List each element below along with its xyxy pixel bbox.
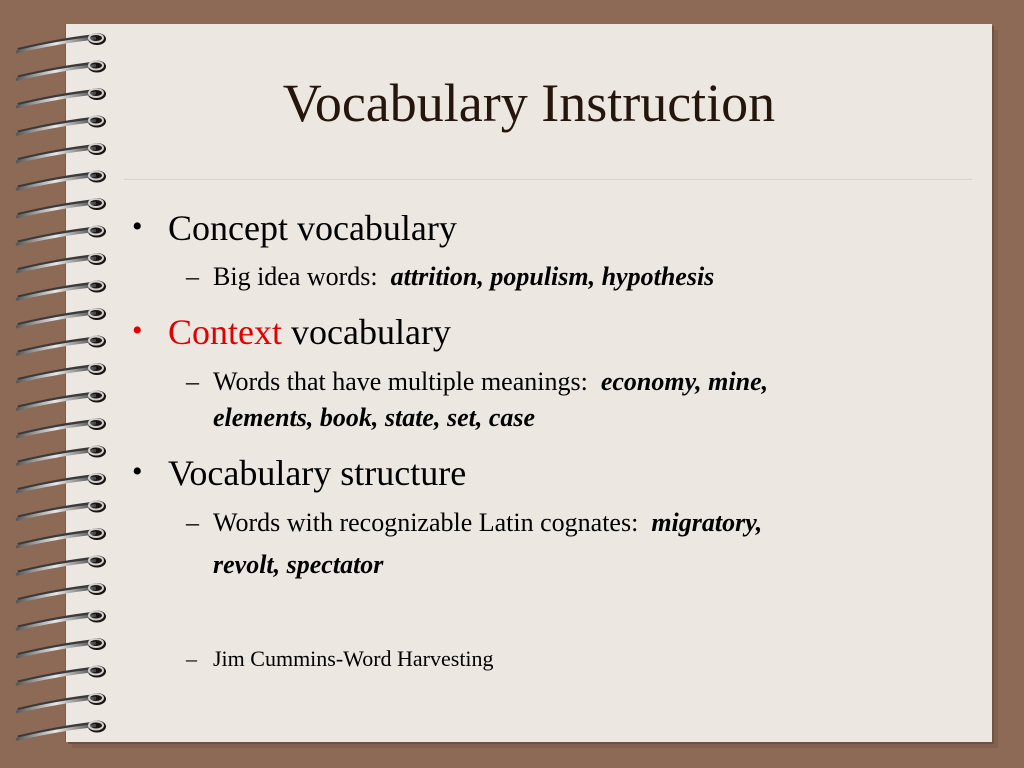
spiral-coil (16, 198, 106, 217)
spiral-coil (16, 638, 106, 657)
spiral-coil (16, 418, 106, 437)
spiral-coil (16, 501, 106, 520)
examples-latin-cognates: revolt, spectator (213, 550, 384, 579)
source-citation: Jim Cummins-Word Harvesting (213, 646, 494, 671)
sub-multiple-meanings: Words that have multiple meanings: economy, mine, elements, book, state, set, case (213, 364, 953, 436)
spiral-coil (16, 693, 106, 712)
dash-icon: – (186, 508, 199, 537)
spiral-coil (16, 528, 106, 547)
examples-multiple-meanings: elements, book, state, set, case (213, 403, 536, 432)
bullet-dot-icon: • (132, 314, 143, 347)
spiral-coil (16, 721, 106, 740)
spiral-coil (16, 336, 106, 355)
spiral-coil (16, 666, 106, 685)
examples-big-idea: attrition, populism, hypothesis (390, 262, 715, 291)
title-divider (124, 179, 972, 180)
slide-title: Vocabulary Instruction (282, 73, 776, 133)
spiral-coil (16, 611, 106, 630)
spiral-coil (16, 33, 106, 52)
spiral-coil (16, 446, 106, 465)
spiral-coil (16, 363, 106, 382)
bullet-context-vocabulary: Context vocabulary (168, 312, 451, 352)
spiral-coil (16, 253, 106, 272)
spiral-coil (16, 171, 106, 190)
spiral-coil (16, 226, 106, 245)
dash-icon: – (186, 646, 197, 671)
bullet-dot-icon: • (132, 210, 143, 243)
spiral-coil (16, 308, 106, 327)
spiral-coil (16, 143, 106, 162)
bullet-vocabulary-structure: Vocabulary structure (168, 453, 467, 493)
spiral-coil (16, 473, 106, 492)
bullet-dot-icon: • (132, 455, 143, 488)
spiral-coil (16, 281, 106, 300)
spiral-coil (16, 556, 106, 575)
spiral-coil (16, 391, 106, 410)
spiral-coil (16, 583, 106, 602)
sub-latin-cognates: Words with recognizable Latin cognates: migratory, revolt, spectator (213, 505, 953, 583)
sub-big-idea-words: Big idea words: attrition, populism, hypothesis (213, 262, 715, 291)
bullet-concept-vocabulary: Concept vocabulary (168, 208, 457, 248)
dash-icon: – (186, 367, 199, 396)
context-accent: Context (168, 312, 282, 352)
dash-icon: – (186, 262, 199, 291)
